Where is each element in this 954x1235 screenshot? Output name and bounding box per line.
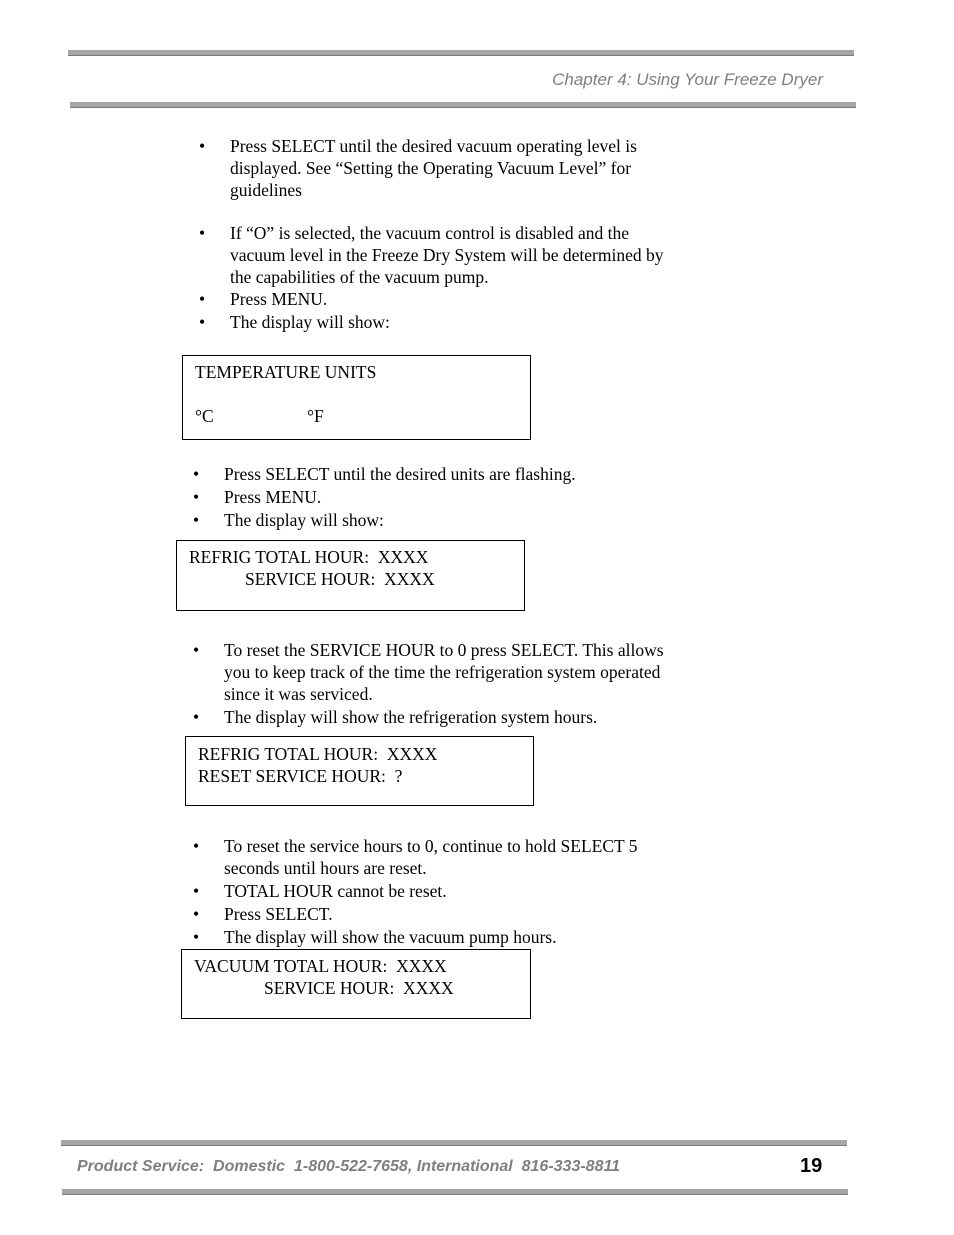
bullet-icon: • [199, 312, 206, 332]
bullet-icon: • [199, 136, 206, 156]
display-box-vacuum-hours [181, 949, 531, 1019]
footer-rule-top [61, 1140, 847, 1146]
display-line-1: REFRIG TOTAL HOUR: XXXX [189, 547, 429, 567]
bullet-text: The display will show the vacuum pump hours. [224, 927, 557, 947]
bullet-icon: • [193, 836, 200, 856]
list-item [193, 835, 679, 879]
bullet-text: The display will show: [224, 510, 384, 530]
bullet-text: Press MENU. [224, 487, 322, 507]
header-rule-top [68, 50, 854, 56]
bullet-text: The display will show: [230, 312, 390, 332]
bullet-icon: • [193, 904, 200, 924]
bullet-text: The display will show the refrigeration system hours. [224, 707, 598, 727]
display-box-refrig-hours [176, 540, 525, 611]
bullet-icon: • [193, 510, 200, 530]
bullet-icon: • [193, 881, 200, 901]
bullet-text: Press SELECT until the desired units are flashing. [224, 464, 576, 484]
bullet-text: If “O” is selected, the vacuum control is disabled and the vacuum level in the Freeze Dry System will be determined by the capabilities of the vacuum pump. [230, 223, 664, 287]
bullet-icon: • [193, 487, 200, 507]
bullet-text: Press SELECT until the desired vacuum operating level is displayed. See “Setting the Operating Vacuum Level” for guidelines [230, 136, 637, 200]
bullet-list-4 [193, 639, 664, 728]
header-rule-bottom [70, 102, 856, 108]
display-line-2: RESET SERVICE HOUR: ? [198, 766, 403, 786]
list-item [193, 463, 684, 485]
display-box-temperature-units [182, 355, 531, 440]
bullet-list-2 [199, 222, 680, 333]
list-item [199, 135, 680, 201]
list-item [193, 903, 679, 925]
bullet-icon: • [193, 927, 200, 947]
bullet-icon: • [193, 464, 200, 484]
list-item [199, 288, 680, 310]
list-item [193, 639, 664, 705]
list-item [199, 311, 680, 333]
bullet-text: Press SELECT. [224, 904, 333, 924]
display-box-reset-service [185, 736, 534, 806]
bullet-text: Press MENU. [230, 289, 328, 309]
footer-rule-bottom [62, 1189, 848, 1195]
bullet-icon: • [199, 223, 206, 243]
bullet-text: To reset the SERVICE HOUR to 0 press SELECT. This allows you to keep track of the time the refrigeration system operated since it was serviced. [224, 640, 664, 704]
display-units-row [195, 405, 530, 427]
list-item [199, 222, 680, 288]
unit-celsius: °C [195, 406, 214, 426]
bullet-list-5 [193, 835, 679, 948]
bullet-icon: • [193, 707, 200, 727]
chapter-title: Chapter 4: Using Your Freeze Dryer [552, 70, 823, 89]
display-line-2: SERVICE HOUR: XXXX [245, 569, 435, 589]
display-line-1: REFRIG TOTAL HOUR: XXXX [198, 744, 438, 764]
display-line-2: SERVICE HOUR: XXXX [264, 978, 454, 998]
list-item [193, 509, 684, 531]
bullet-text: TOTAL HOUR cannot be reset. [224, 881, 447, 901]
bullet-list-3 [193, 463, 684, 531]
bullet-text: To reset the service hours to 0, continue to hold SELECT 5 seconds until hours are reset. [224, 836, 638, 878]
bullet-list-1 [199, 135, 680, 201]
footer-service-text: Product Service: Domestic 1-800-522-7658, International 816-333-8811 [77, 1158, 621, 1175]
list-item [193, 926, 679, 948]
bullet-icon: • [193, 640, 200, 660]
page-number: 19 [800, 1155, 823, 1177]
list-item [193, 880, 679, 902]
display-title: TEMPERATURE UNITS [195, 362, 377, 382]
list-item [193, 486, 684, 508]
unit-fahrenheit: °F [307, 406, 324, 426]
list-item [193, 706, 664, 728]
display-line-1: VACUUM TOTAL HOUR: XXXX [194, 956, 447, 976]
bullet-icon: • [199, 289, 206, 309]
